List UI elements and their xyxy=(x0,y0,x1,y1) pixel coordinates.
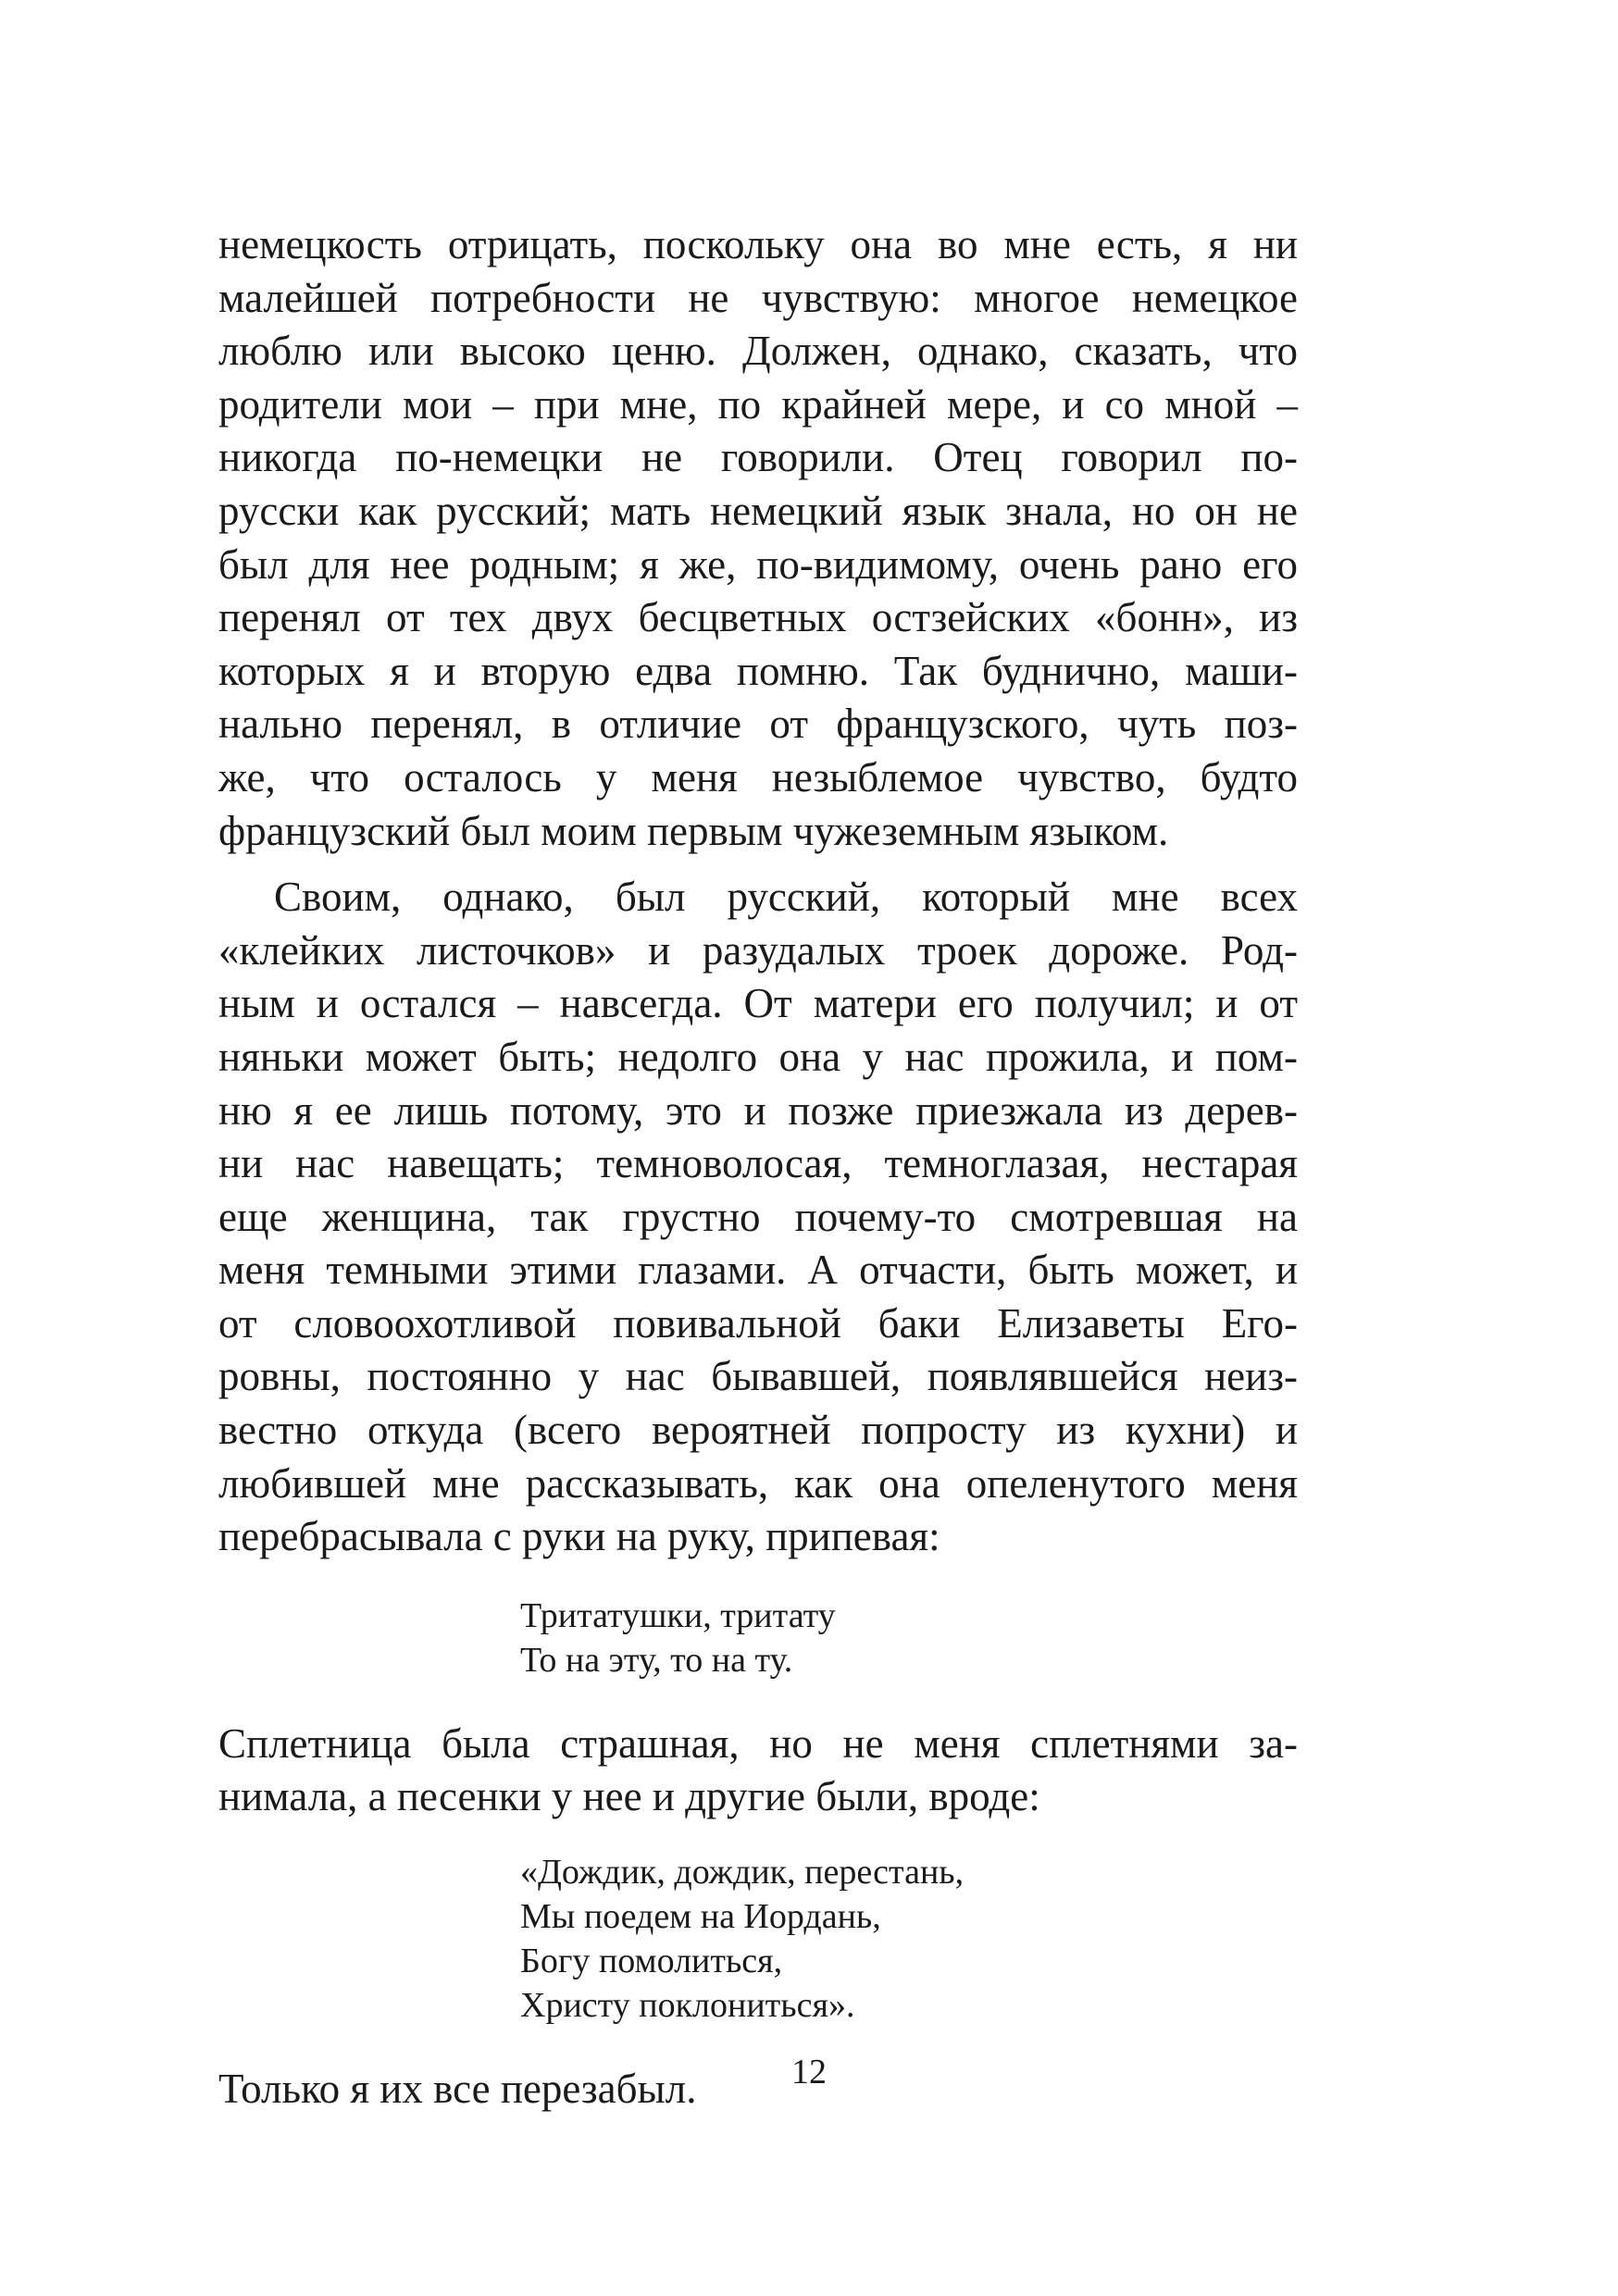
text-line: Только я их все перезабыл. xyxy=(218,2066,697,2113)
text-line: любившей мне рассказывать, как она опеленутого меня xyxy=(218,1459,1298,1507)
page-body xyxy=(218,218,1298,2116)
text-line: ню я ее лишь потому, это и позже приезжала из дерев- xyxy=(218,1086,1298,1134)
paragraph-3 xyxy=(218,1718,1298,1824)
text-line: немецкость отрицать, поскольку она во мне есть, я ни xyxy=(218,221,1298,267)
text-line: нально перенял, в отличие от французского, чуть поз- xyxy=(218,701,1298,748)
text-line: Своим, однако, был русский, который мне всех xyxy=(274,874,1298,921)
verse-2 xyxy=(520,1850,1298,2028)
text-line: нимала, а песенки у нее и другие были, вроде: xyxy=(218,1773,1040,1820)
verse-line: Мы поедем на Иордань, xyxy=(520,1897,881,1937)
paragraph-2 xyxy=(218,871,1298,1564)
text-line: ным и остался – навсегда. От матери его получил; и от xyxy=(218,980,1298,1027)
text-line: перебрасывала с руки на руку, припевая: xyxy=(218,1513,940,1560)
text-line: же, что осталось у меня незыблемое чувство, будто xyxy=(218,753,1298,800)
text-line: «клейких листочков» и разудалых троек дороже. Род- xyxy=(218,926,1298,974)
text-line: ни нас навещать; темноволосая, темноглазая, нестарая xyxy=(218,1140,1298,1187)
text-line: ровны, постоянно у нас бывавшей, появлявшейся неиз- xyxy=(218,1353,1298,1400)
verse-line: Тритатушки, тритату xyxy=(520,1595,836,1635)
text-line: которых я и вторую едва помню. Так буднично, маши- xyxy=(218,647,1298,694)
verse-1 xyxy=(520,1594,1298,1682)
paragraph-1 xyxy=(218,218,1298,858)
text-line: няньки может быть; недолго она у нас прожила, и пом- xyxy=(218,1033,1298,1080)
text-line: родители мои – при мне, по крайней мере, и со мной – xyxy=(218,380,1298,428)
text-line: вестно откуда (всего вероятней попросту из кухни) и xyxy=(218,1407,1298,1454)
text-line: никогда по-немецки не говорили. Отец говорил по- xyxy=(218,434,1298,481)
verse-line: «Дождик, дождик, перестань, xyxy=(520,1853,965,1893)
text-line: от словоохотливой повивальной баки Елизаветы Его- xyxy=(218,1299,1298,1347)
text-line: меня темными этими глазами. А отчасти, быть может, и xyxy=(218,1247,1298,1294)
text-line: малейшей потребности не чувствую: многое немецкое xyxy=(218,274,1298,321)
text-line: Сплетница была страшная, но не меня сплетнями за- xyxy=(218,1719,1298,1767)
text-line: люблю или высоко ценю. Должен, однако, сказать, что xyxy=(218,328,1298,375)
page-number: 12 xyxy=(791,2053,827,2091)
text-line: был для нее родным; я же, по-видимому, очень рано его xyxy=(218,540,1298,588)
text-line: французский был моим первым чужеземным языком. xyxy=(218,807,1169,854)
text-line: еще женщина, так грустно почему-то смотревшая на xyxy=(218,1193,1298,1240)
text-line: русски как русский; мать немецкий язык знала, но он не xyxy=(218,487,1298,534)
verse-line: Богу помолиться, xyxy=(520,1942,783,1981)
text-line: перенял от тех двух бесцветных остзейских «бонн», из xyxy=(218,594,1298,641)
verse-line: Христу поклониться». xyxy=(520,1986,855,2026)
verse-line: То на эту, то на ту. xyxy=(520,1640,793,1680)
